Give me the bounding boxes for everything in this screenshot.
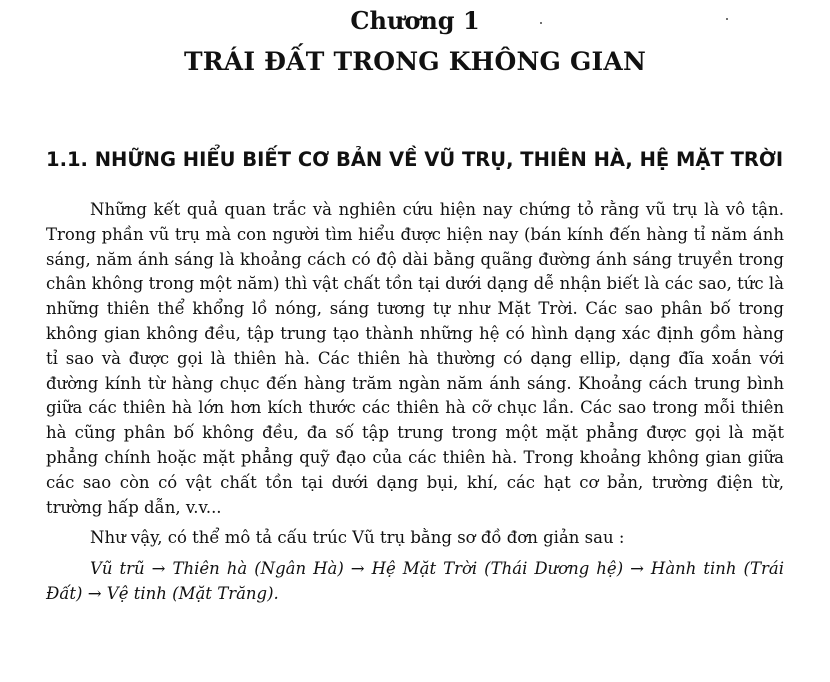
body-text	[46, 198, 784, 607]
paragraph-intro: Những kết quả quan trắc và nghiên cứu hiện nay chứng tỏ rằng vũ trụ là vô tận. Trong phần vũ trụ mà con người tìm hiểu được hiện nay (bán kính đến hàng tỉ năm ánh sáng, năm ánh sáng là khoảng cách có độ dài bằng quãng đường ánh sáng truyền trong chân không trong một năm) thì vật chất tồn tại dưới dạng dễ nhận biết là các sao, tức là những thiên thể khổng lồ nóng, sáng tương tự như Mặt Trời. Các sao phân bố trong không gian không đều, tập trung tạo thành những hệ có hình dạng xác định gồm hàng tỉ sao và được gọi là thiên hà. Các thiên hà thường có dạng ellip, dạng đĩa xoắn với đường kính từ hàng chục đến hàng trăm ngàn năm ánh sáng. Khoảng cách trung bình giữa các thiên hà lớn hơn kích thước các thiên hà cỡ chục lần. Các sao trong mỗi thiên hà cũng phân bố không đều, đa số tập trung trong một mặt phẳng được gọi là mặt phẳng chính hoặc mặt phẳng quỹ đạo của các thiên hà. Trong khoảng không gian giữa các sao còn có vật chất tồn tại dưới dạng bụi, khí, các hạt cơ bản, trường điện từ, trường hấp dẫn, v.v...	[46, 200, 784, 517]
paragraph-structure-diagram: Vũ trũ → Thiên hà (Ngân Hà) → Hệ Mặt Trời (Thái Dương hệ) → Hành tinh (Trái Đất) → Vệ tinh (Mặt Trăng).	[46, 559, 784, 603]
section-heading: 1.1. NHỮNG HIỂU BIẾT CƠ BẢN VỀ VŨ TRỤ, THIÊN HÀ, HỆ MẶT TRỜI	[46, 148, 784, 171]
chapter-label: Chương 1	[350, 6, 480, 35]
scan-speck	[726, 18, 728, 20]
paragraph-summary: Như vậy, có thể mô tả cấu trúc Vũ trụ bằng sơ đồ đơn giản sau :	[90, 528, 625, 548]
scan-speck	[540, 22, 542, 24]
chapter-title: TRÁI ĐẤT TRONG KHÔNG GIAN	[183, 47, 647, 76]
